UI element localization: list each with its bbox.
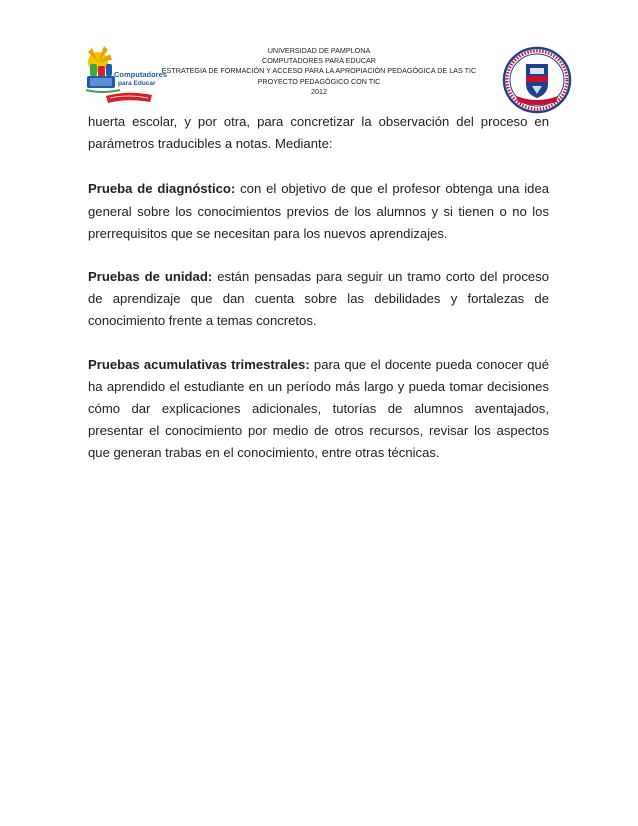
computadores-para-educar-logo [84, 46, 167, 108]
header-line-year: 2012 [311, 86, 327, 96]
universidad-de-pamplona-seal [502, 46, 572, 114]
term-acumulativas: Pruebas acumulativas trimestrales: [88, 356, 310, 372]
header-line-university: UNIVERSIDAD DE PAMPLONA [267, 46, 371, 55]
term-unidad: Pruebas de unidad: [88, 269, 213, 285]
paragraph-diagnostico [88, 178, 549, 245]
term-diagnostico: Prueba de diagnóstico: [88, 181, 236, 197]
header-line-project: PROYECTO PEDAGÓGICO CON TIC [257, 76, 381, 86]
paragraph-unidad [88, 266, 549, 333]
logo-text-1: Computadores [114, 70, 167, 79]
paragraph-text: con el objetivo de que el profesor obtenga una idea general sobre los conocimientos previos de los alumnos y si tienen o no los prerrequisitos que se necesitan para los nuevos aprendizajes. [88, 181, 550, 241]
paragraph-intro [88, 111, 549, 155]
paragraph-acumulativas [88, 354, 549, 465]
document-body [88, 111, 549, 486]
header-text [150, 46, 488, 97]
logo-text-2: para Educar [118, 80, 156, 87]
header-line-program: COMPUTADORES PARA EDUCAR [262, 56, 376, 66]
page-header [0, 0, 638, 112]
paragraph-text: están pensadas para seguir un tramo corto del proceso de aprendizaje que dan cuenta sobre las debilidades y fortalezas de conocimiento frente a temas concretos. [88, 269, 549, 329]
paragraph-text: huerta escolar, y por otra, para concretizar la observación del proceso en parámetros traducibles a notas. Mediante: [88, 114, 549, 152]
paragraph-text: para que el docente pueda conocer qué ha aprendido el estudiante en un período más largo y pueda tomar decisiones cómo dar explicaciones adicionales, tutorías de alumnos aventajados, presentar el conocimiento por medio de otros recursos, revisar los aspectos que generan trabas en el conocimiento, entre otras técnicas. [88, 356, 549, 461]
header-line-strategy: ESTRATEGIA DE FORMACIÓN Y ACCESO PARA LA APROPIACIÓN PEDAGÓGICA DE LAS TIC [161, 66, 477, 76]
